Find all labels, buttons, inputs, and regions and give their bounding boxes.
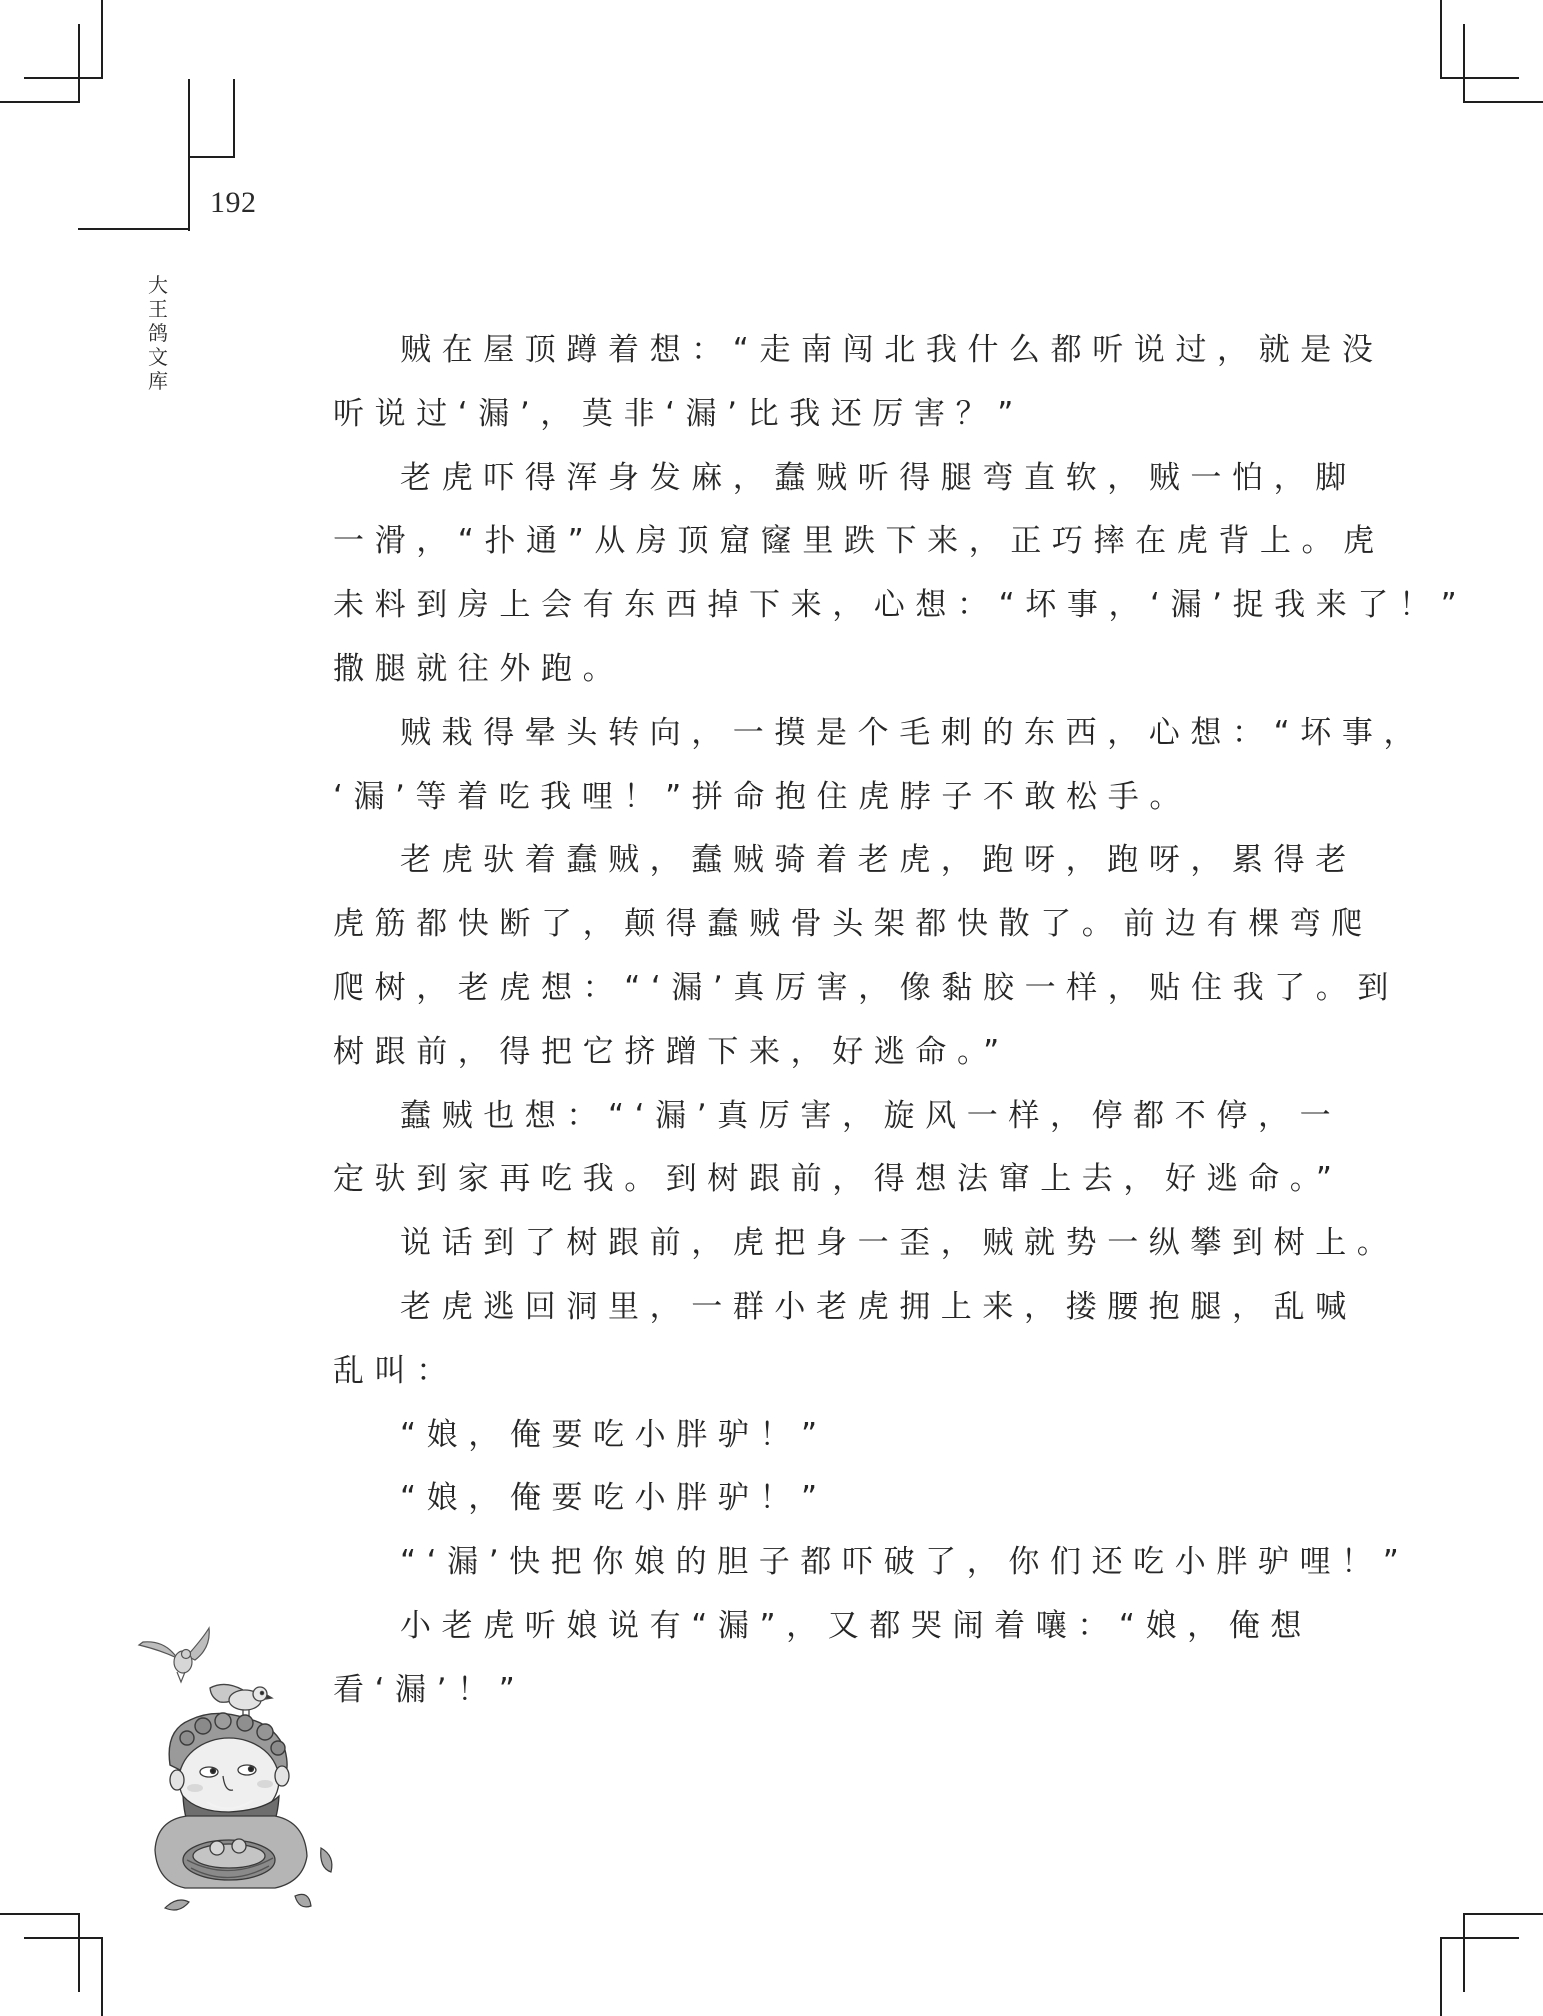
- series-label-char: 库: [148, 369, 168, 393]
- text-line: 未料到房上会有东西掉下来，心想：“坏事，‘漏’捉我来了！”: [333, 587, 1468, 624]
- crop-mark-tl-outer-v: [101, 0, 103, 79]
- crop-mark-bl-outer-v: [101, 1937, 103, 2016]
- series-label-char: 文: [148, 345, 168, 369]
- text-line: “‘漏’快把你娘的胆子都吓破了，你们还吃小胖驴哩！”: [400, 1544, 1410, 1581]
- text-line: 小老虎听娘说有“漏”，又都哭闹着嚷：“娘，俺想: [400, 1607, 1312, 1644]
- flying-bird-icon: [139, 1628, 209, 1682]
- crop-mark-tl-inner-v: [78, 24, 80, 103]
- crop-mark-tl-inner-h: [0, 101, 80, 103]
- series-label-char: 王: [148, 297, 168, 321]
- page-bracket-bottom-h: [78, 228, 190, 230]
- text-line: “娘，俺要吃小胖驴！”: [400, 1480, 828, 1517]
- text-line: 贼在屋顶蹲着想：“走南闯北我什么都听说过，就是没: [400, 332, 1384, 368]
- text-line: 撒腿就往外跑。: [333, 650, 625, 687]
- page-bracket-mid-h: [188, 156, 235, 158]
- text-line: 树跟前，得把它挤蹭下来，好逃命。”: [333, 1033, 1010, 1070]
- text-line: 爬树，老虎想：“‘漏’真厉害，像黏胶一样，贴住我了。到: [333, 969, 1399, 1006]
- text-line: 看‘漏’！”: [333, 1671, 526, 1708]
- crop-mark-tr-inner-v: [1463, 24, 1465, 103]
- crop-mark-tr-outer-h: [1440, 77, 1519, 79]
- text-line: 乱叫：: [333, 1352, 458, 1389]
- text-line: 定驮到家再吃我。到树跟前，得想法窜上去，好逃命。”: [333, 1161, 1343, 1198]
- text-line: “娘，俺要吃小胖驴！”: [400, 1416, 828, 1453]
- text-line: 老虎逃回洞里，一群小老虎拥上来，搂腰抱腿，乱喊: [400, 1288, 1357, 1325]
- crop-mark-tr-outer-v: [1440, 0, 1442, 79]
- body-with-nest: [155, 1816, 307, 1888]
- text-line: 蠢贼也想：“‘漏’真厉害，旋风一样，停都不停，一: [400, 1097, 1342, 1134]
- series-label: [146, 273, 170, 393]
- crop-mark-bl-outer-h: [24, 1937, 103, 1939]
- crop-mark-br-inner-h: [1463, 1913, 1543, 1915]
- crop-mark-tl-outer-h: [24, 77, 103, 79]
- text-line: 老虎吓得浑身发麻，蠢贼听得腿弯直软，贼一怕，脚: [400, 459, 1357, 496]
- crop-mark-br-inner-v: [1463, 1913, 1465, 1992]
- illustration-bearded-man-with-birds: [125, 1620, 365, 1920]
- text-line: 一滑，“扑通”从房顶窟窿里跌下来，正巧摔在虎背上。虎: [333, 523, 1385, 560]
- text-line: ‘漏’等着吃我哩！”拼命抱住虎脖子不敢松手。: [333, 778, 1191, 815]
- crop-mark-tr-inner-h: [1463, 101, 1543, 103]
- crop-mark-bl-inner-h: [0, 1913, 80, 1915]
- page-number: 192: [210, 186, 257, 219]
- text-line: 说话到了树跟前，虎把身一歪，贼就势一纵攀到树上。: [400, 1225, 1399, 1262]
- text-line: 听说过‘漏’，莫非‘漏’比我还厉害？”: [333, 395, 1024, 432]
- crop-mark-br-outer-v: [1440, 1937, 1442, 2016]
- page-bracket-left-v: [188, 79, 190, 231]
- crop-mark-bl-inner-v: [78, 1913, 80, 1992]
- page-bracket-right-v: [233, 79, 235, 158]
- text-line: 贼栽得晕头转向，一摸是个毛刺的东西，心想：“坏事，: [400, 714, 1426, 751]
- body-text: [333, 328, 1468, 1732]
- series-label-char: 大: [148, 273, 168, 297]
- series-label-char: 鸽: [148, 321, 168, 345]
- text-line: 虎筋都快断了，颠得蠢贼骨头架都快散了。前边有棵弯爬: [333, 906, 1373, 943]
- text-line: 老虎驮着蠢贼，蠢贼骑着老虎，跑呀，跑呀，累得老: [400, 842, 1357, 879]
- crop-mark-br-outer-h: [1440, 1937, 1519, 1939]
